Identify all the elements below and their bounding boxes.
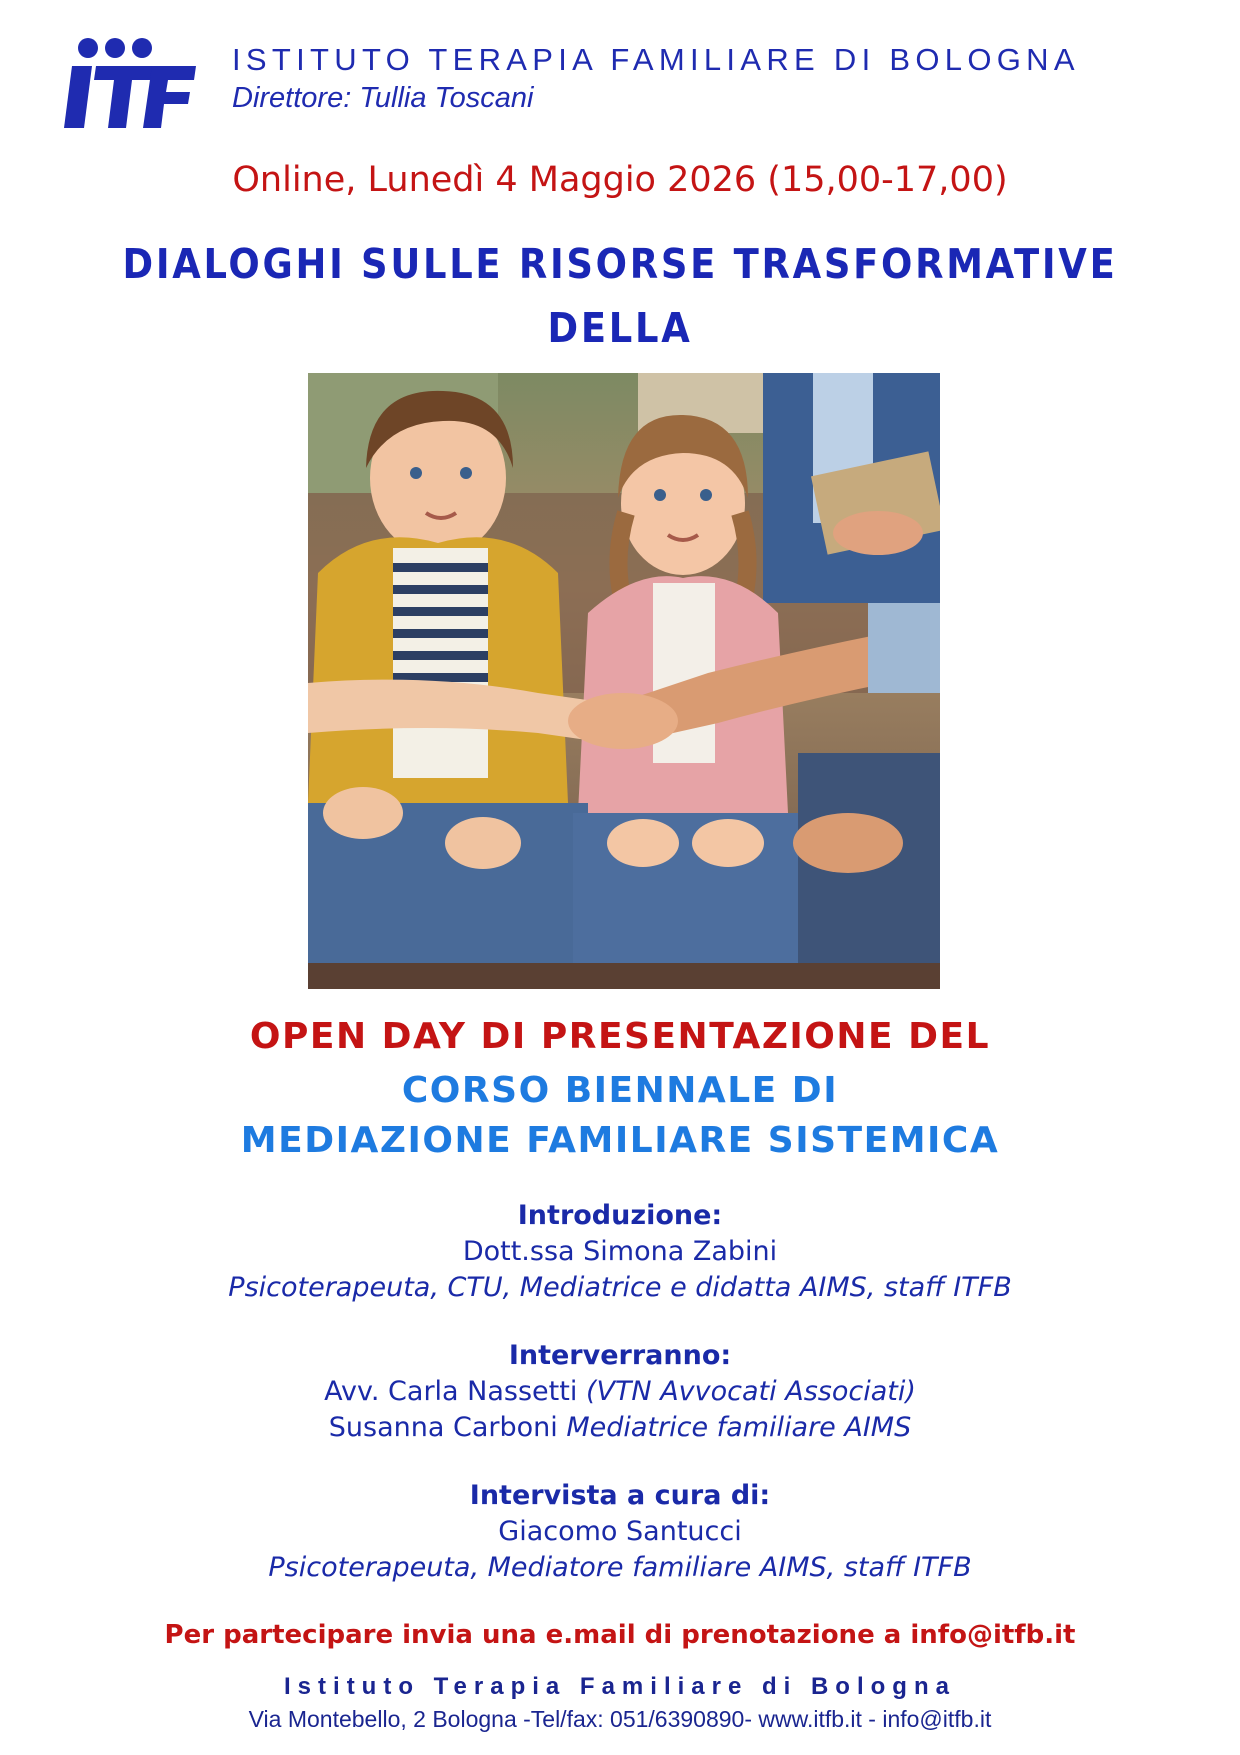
footer-contact-address: Via Montebello, 2 Bologna -Tel/fax: 051/6390890- www.itfb.it - info@itfb.it	[248, 1706, 992, 1732]
institute-name: ISTITUTO TERAPIA FAMILIARE DI BOLOGNA	[232, 42, 1080, 77]
intro-speaker-name: Dott.ssa Simona Zabini	[462, 1236, 778, 1267]
director-line: Direttore: Tullia Toscani	[232, 82, 534, 114]
speaker-1-name: Avv. Carla Nassetti	[324, 1376, 586, 1407]
itfb-logo	[58, 36, 198, 136]
event-date: Online, Lunedì 4 Maggio 2026 (15,00-17,00)	[232, 160, 1008, 200]
speakers-label: Interverranno:	[508, 1340, 732, 1371]
interviewer-role: Psicoterapeuta, Mediatore familiare AIMS, staff ITFB	[268, 1552, 972, 1583]
open-day-heading: OPEN DAY DI PRESENTAZIONE DEL	[249, 1016, 991, 1057]
speaker-1-role: (VTN Avvocati Associati)	[585, 1376, 916, 1407]
speaker-2	[0, 1412, 1240, 1443]
illustration-children-handshake	[308, 373, 940, 989]
interviewer-name: Giacomo Santucci	[498, 1516, 742, 1547]
course-name-line-1: CORSO BIENNALE DI	[401, 1070, 839, 1111]
intro-speaker-role: Psicoterapeuta, CTU, Mediatrice e didatta AIMS, staff ITFB	[228, 1272, 1012, 1303]
registration-call-to-action: Per partecipare invia una e.mail di prenotazione a info@itfb.it	[164, 1620, 1076, 1650]
intro-label: Introduzione:	[517, 1200, 723, 1231]
course-name-line-2: MEDIAZIONE FAMILIARE SISTEMICA	[240, 1120, 1000, 1161]
event-title-line-1: DIALOGHI SULLE RISORSE TRASFORMATIVE DELLA	[122, 240, 1118, 352]
interview-label: Intervista a cura di:	[469, 1480, 771, 1511]
footer-institute-name: Istituto Terapia Familiare di Bologna	[284, 1673, 956, 1700]
speaker-2-name: Susanna Carboni	[328, 1412, 567, 1443]
speaker-1	[0, 1376, 1240, 1407]
speaker-2-role: Mediatrice familiare AIMS	[566, 1412, 912, 1443]
